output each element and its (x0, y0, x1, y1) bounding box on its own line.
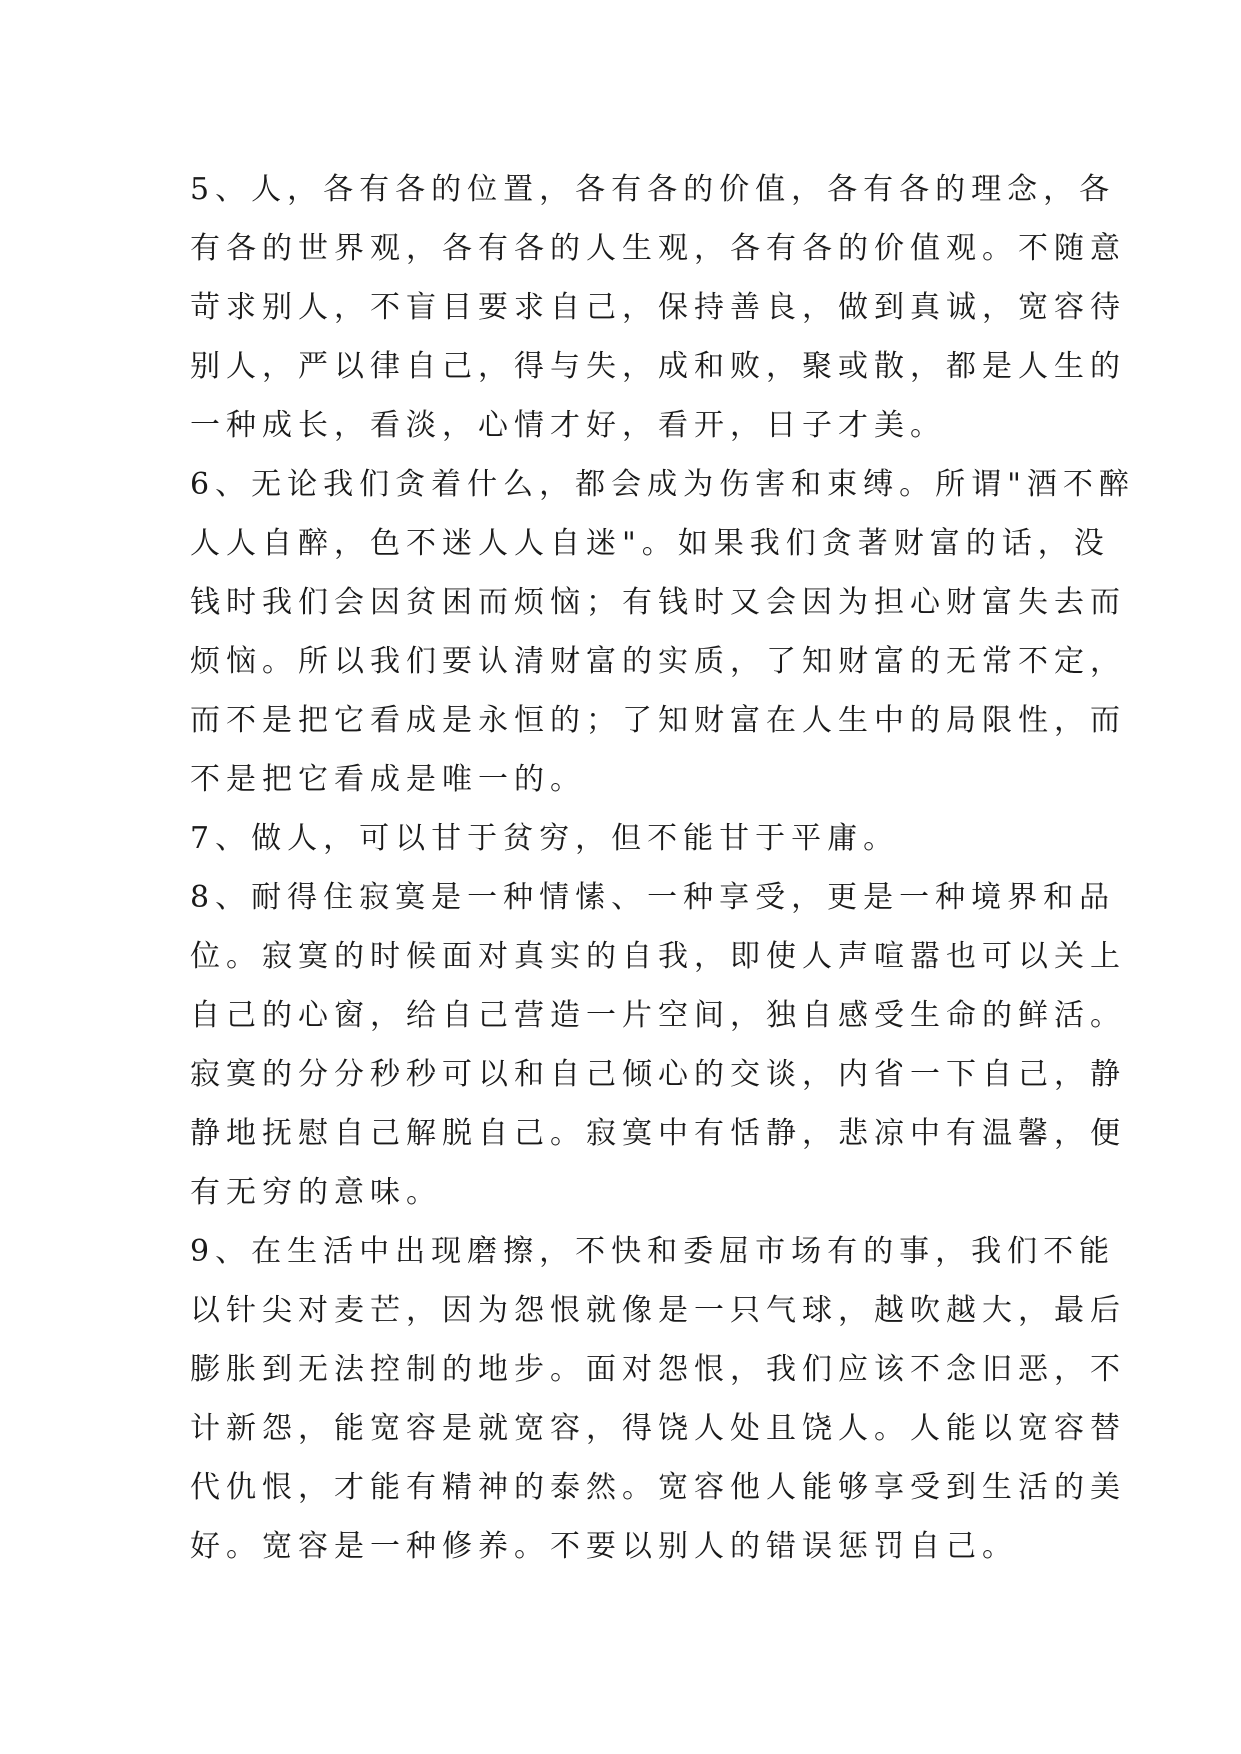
text-line: 5、人，各有各的位置，各有各的价值，各有各的理念，各 (190, 172, 1116, 207)
text-line: 寂寞的分分秒秒可以和自己倾心的交谈，内省一下自己，静 (190, 1057, 1126, 1092)
text-line: 钱时我们会因贫困而烦恼；有钱时又会因为担心财富失去而 (190, 585, 1126, 620)
paragraph-6 (190, 455, 1135, 809)
text-line: 代仇恨，才能有精神的泰然。宽容他人能够享受到生活的美 (190, 1470, 1126, 1505)
text-line: 计新怨，能宽容是就宽容，得饶人处且饶人。人能以宽容替 (190, 1411, 1126, 1446)
paragraph-9 (190, 1222, 1126, 1576)
text-line: 好。宽容是一种修养。不要以别人的错误惩罚自己。 (190, 1529, 1018, 1564)
text-line: 以针尖对麦芒，因为怨恨就像是一只气球，越吹越大，最后 (190, 1293, 1126, 1328)
text-line: 有各的世界观，各有各的人生观，各有各的价值观。不随意 (190, 231, 1126, 266)
paragraph-8 (190, 868, 1126, 1222)
text-line: 7、做人，可以甘于贫穷，但不能甘于平庸。 (190, 821, 900, 856)
text-line: 自己的心窗，给自己营造一片空间，独自感受生命的鲜活。 (190, 998, 1126, 1033)
text-line: 而不是把它看成是永恒的；了知财富在人生中的局限性，而 (190, 703, 1126, 738)
text-line: 人人自醉，色不迷人人自迷"。如果我们贪著财富的话，没 (190, 526, 1110, 561)
text-line: 烦恼。所以我们要认清财富的实质，了知财富的无常不定， (190, 644, 1126, 679)
paragraph-5 (190, 160, 1126, 455)
text-line: 苛求别人，不盲目要求自己，保持善良，做到真诚，宽容待 (190, 290, 1126, 325)
text-line: 有无穷的意味。 (190, 1175, 442, 1210)
text-line: 9、在生活中出现磨擦，不快和委屈市场有的事，我们不能 (190, 1234, 1116, 1269)
text-line: 6、无论我们贪着什么，都会成为伤害和束缚。所谓"酒不醉 (190, 467, 1135, 502)
document-body (190, 160, 1135, 1576)
text-line: 位。寂寞的时候面对真实的自我，即使人声喧嚣也可以关上 (190, 939, 1126, 974)
text-line: 一种成长，看淡，心情才好，看开，日子才美。 (190, 408, 946, 443)
text-line: 别人，严以律自己，得与失，成和败，聚或散，都是人生的 (190, 349, 1126, 384)
text-line: 8、耐得住寂寞是一种情愫、一种享受，更是一种境界和品 (190, 880, 1116, 915)
paragraph-7 (190, 809, 1080, 868)
text-line: 静地抚慰自己解脱自己。寂寞中有恬静，悲凉中有温馨，便 (190, 1116, 1126, 1151)
text-line: 膨胀到无法控制的地步。面对怨恨，我们应该不念旧恶，不 (190, 1352, 1126, 1387)
text-line: 不是把它看成是唯一的。 (190, 762, 586, 797)
